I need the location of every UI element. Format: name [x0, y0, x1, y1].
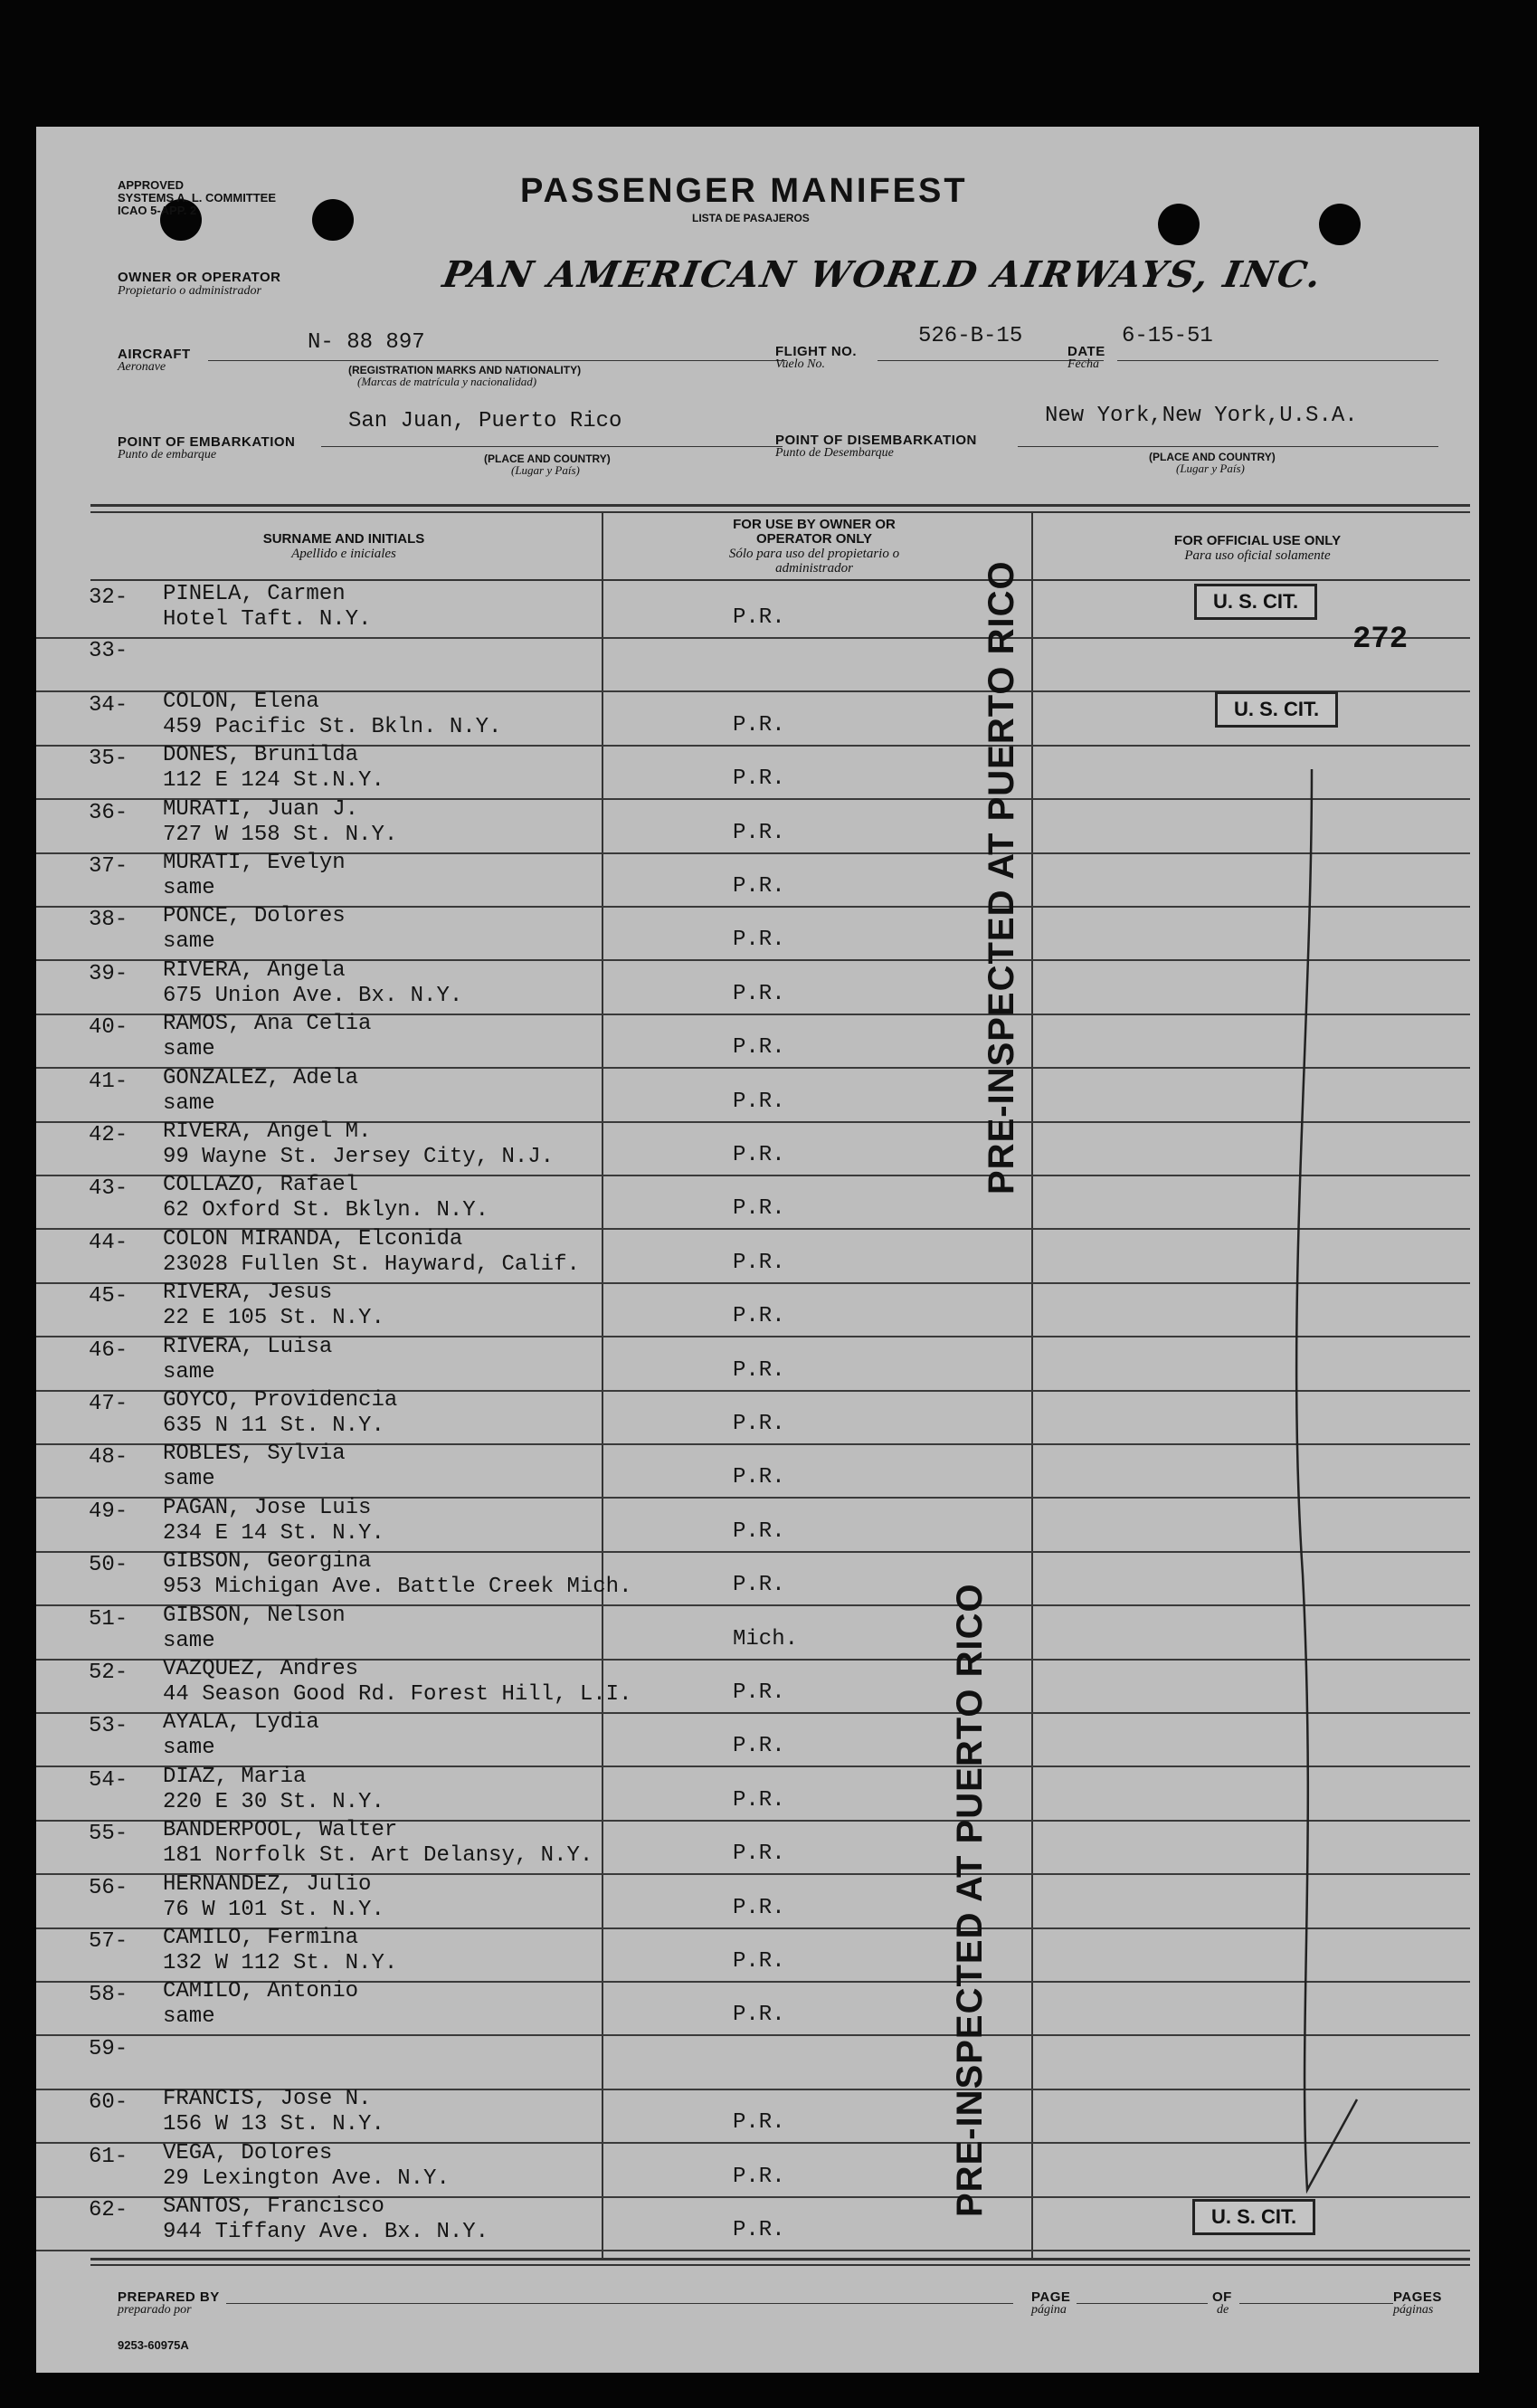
page-label-es: página — [1031, 2303, 1067, 2317]
passenger-address: same — [163, 1736, 215, 1761]
passenger-owner-mark: P.R. — [733, 2110, 785, 2136]
pages-label-es: páginas — [1393, 2303, 1434, 2317]
passenger-number: 35- — [89, 747, 128, 772]
passenger-owner-mark: P.R. — [733, 605, 785, 630]
embark-value: San Juan, Puerto Rico — [348, 409, 622, 433]
passenger-owner-mark: P.R. — [733, 1196, 785, 1222]
passenger-address: 29 Lexington Ave. N.Y. — [163, 2165, 450, 2191]
passenger-name: COLON MIRANDA, Elconida — [163, 1226, 463, 1252]
passenger-address: same — [163, 2004, 215, 2030]
preinspected-stamp: PRE-INSPECTED AT PUERTO RICO — [982, 560, 1021, 1194]
column-header-owner-use: FOR USE BY OWNER OR OPERATOR ONLY Sólo para uso del propietario o administrador — [728, 517, 900, 576]
passenger-owner-mark: P.R. — [733, 1089, 785, 1114]
passenger-address: 635 N 11 St. N.Y. — [163, 1413, 384, 1438]
passenger-owner-mark: P.R. — [733, 2218, 785, 2242]
passenger-address: 220 E 30 St. N.Y. — [163, 1789, 384, 1814]
passenger-address: 156 W 13 St. N.Y. — [163, 2112, 384, 2137]
of-label: OF — [1212, 2289, 1232, 2305]
passenger-number: 42- — [89, 1123, 128, 1147]
passenger-owner-mark: P.R. — [733, 820, 785, 845]
uscit-stamp: U. S. CIT. — [1194, 584, 1317, 620]
passenger-address: 675 Union Ave. Bx. N.Y. — [163, 983, 463, 1008]
passenger-number: 39- — [89, 961, 128, 986]
passenger-number: 51- — [89, 1606, 128, 1632]
registration-caption-es: (Marcas de matrícula y nacionalidad) — [357, 375, 537, 388]
passenger-owner-mark: P.R. — [733, 1787, 785, 1813]
passenger-number: 46- — [89, 1337, 128, 1363]
passenger-owner-mark: P.R. — [733, 981, 785, 1006]
passenger-owner-mark: P.R. — [733, 1842, 785, 1867]
passenger-address: same — [163, 1037, 215, 1062]
passenger-owner-mark: P.R. — [733, 928, 785, 953]
passenger-number: 45- — [89, 1284, 128, 1309]
passenger-name: GONZALEZ, Adela — [163, 1065, 359, 1090]
passenger-name: MURATI, Evelyn — [163, 851, 346, 875]
passenger-number: 36- — [89, 800, 128, 825]
passenger-name: COLON, Elena — [163, 689, 319, 714]
passenger-owner-mark: P.R. — [733, 874, 785, 899]
embark-label: POINT OF EMBARKATION — [118, 434, 296, 450]
passenger-owner-mark: P.R. — [733, 1518, 785, 1544]
passenger-number: 48- — [89, 1445, 128, 1470]
punch-hole — [1319, 204, 1361, 245]
prepared-label: PREPARED BY — [118, 2289, 220, 2305]
passenger-number: 34- — [89, 692, 128, 718]
passenger-name: FRANCIS, Jose N. — [163, 2087, 372, 2112]
passenger-number: 41- — [89, 1069, 128, 1094]
passenger-number: 33- — [89, 639, 128, 664]
disembark-place-caption: (PLACE AND COUNTRY) — [1149, 451, 1276, 463]
aircraft-label: AIRCRAFT — [118, 347, 191, 362]
passenger-address: 181 Norfolk St. Art Delansy, N.Y. — [163, 1843, 593, 1869]
registration-caption: (REGISTRATION MARKS AND NATIONALITY) — [348, 364, 582, 376]
passenger-name: PONCE, Dolores — [163, 904, 346, 929]
passenger-name: MURATI, Juan J. — [163, 796, 359, 822]
passenger-number: 47- — [89, 1392, 128, 1416]
passenger-owner-mark: Mich. — [733, 1626, 799, 1651]
passenger-owner-mark: P.R. — [733, 1250, 785, 1275]
passenger-name: RIVERA, Luisa — [163, 1334, 333, 1359]
passenger-name: ROBLES, Sylvia — [163, 1442, 346, 1467]
passenger-name: PINELA, Carmen — [163, 582, 346, 606]
owner-label: OWNER OR OPERATOR — [118, 270, 281, 285]
aircraft-label-es: Aeronave — [118, 360, 166, 374]
embark-place-caption: (PLACE AND COUNTRY) — [484, 452, 611, 465]
passenger-number: 60- — [89, 2090, 128, 2116]
date-value: 6-15-51 — [1122, 324, 1213, 348]
passenger-name: DONES, Brunilda — [163, 743, 359, 768]
passenger-number: 37- — [89, 854, 128, 879]
embark-place-caption-es: (Lugar y País) — [511, 463, 580, 477]
passenger-number: 44- — [89, 1230, 128, 1255]
passenger-number: 58- — [89, 1983, 128, 2008]
passenger-number: 40- — [89, 1015, 128, 1041]
passenger-address: 23028 Fullen St. Hayward, Calif. — [163, 1252, 580, 1277]
passenger-number: 61- — [89, 2144, 128, 2169]
passenger-row — [36, 637, 1470, 692]
passenger-name: SANTOS, Francisco — [163, 2194, 384, 2219]
form-number: 9253-60975A — [118, 2338, 189, 2352]
handwritten-bracket-line — [1239, 760, 1420, 2208]
passenger-address: same — [163, 929, 215, 955]
passenger-owner-mark: P.R. — [733, 1949, 785, 1974]
passenger-number: 38- — [89, 908, 128, 933]
passenger-owner-mark: P.R. — [733, 1035, 785, 1061]
passenger-name: PAGAN, Jose Luis — [163, 1495, 372, 1520]
uscit-stamp: U. S. CIT. — [1192, 2199, 1315, 2235]
passenger-name: HERNANDEZ, Julio — [163, 1871, 372, 1897]
passenger-address: same — [163, 876, 215, 900]
preinspected-stamp: PRE-INSPECTED AT PUERTO RICO — [950, 1583, 990, 2217]
passenger-address: 44 Season Good Rd. Forest Hill, L.I. — [163, 1682, 632, 1707]
passenger-address: same — [163, 1467, 215, 1492]
passenger-address: Hotel Taft. N.Y. — [163, 607, 372, 632]
passenger-name: RAMOS, Ana Celia — [163, 1012, 372, 1037]
passenger-owner-mark: P.R. — [733, 1412, 785, 1436]
passenger-number: 57- — [89, 1929, 128, 1954]
punch-hole — [312, 199, 354, 241]
disembark-place-caption-es: (Lugar y País) — [1176, 462, 1245, 475]
disembark-label-es: Punto de Desembarque — [775, 446, 894, 460]
passenger-name: VEGA, Dolores — [163, 2140, 333, 2165]
passenger-name: RIVERA, Angel M. — [163, 1119, 372, 1144]
passenger-address: 22 E 105 St. N.Y. — [163, 1306, 384, 1331]
passenger-name: CAMILO, Antonio — [163, 1979, 359, 2004]
passenger-number: 50- — [89, 1553, 128, 1578]
passenger-address: 62 Oxford St. Bklyn. N.Y. — [163, 1198, 489, 1223]
punch-hole — [1158, 204, 1200, 245]
passenger-address: 459 Pacific St. Bkln. N.Y. — [163, 714, 502, 739]
passenger-address: 112 E 124 St.N.Y. — [163, 768, 384, 794]
passenger-address: 234 E 14 St. N.Y. — [163, 1520, 384, 1546]
passenger-number: 53- — [89, 1714, 128, 1739]
passenger-number: 59- — [89, 2036, 128, 2061]
passenger-name: DIAZ, Maria — [163, 1764, 307, 1789]
passenger-number: 56- — [89, 1875, 128, 1900]
page-label: PAGE — [1031, 2289, 1071, 2305]
passenger-address: 99 Wayne St. Jersey City, N.J. — [163, 1145, 555, 1169]
passenger-address: same — [163, 1090, 215, 1116]
passenger-number: 52- — [89, 1661, 128, 1685]
passenger-number: 43- — [89, 1176, 128, 1202]
page-count-stamp: 272 — [1352, 623, 1409, 657]
passenger-name: AYALA, Lydia — [163, 1710, 319, 1736]
passenger-name: GIBSON, Georgina — [163, 1549, 372, 1575]
passenger-name: CAMILO, Fermina — [163, 1926, 359, 1950]
passenger-number: 55- — [89, 1822, 128, 1847]
passenger-name: COLLAZO, Rafael — [163, 1173, 359, 1198]
passenger-name: RIVERA, Jesus — [163, 1280, 333, 1306]
disembark-label: POINT OF DISEMBARKATION — [775, 433, 977, 448]
page-title: PASSENGER MANIFEST — [520, 172, 968, 210]
passenger-owner-mark: P.R. — [733, 1680, 785, 1705]
passenger-address: 944 Tiffany Ave. Bx. N.Y. — [163, 2220, 489, 2244]
passenger-name: RIVERA, Angela — [163, 957, 346, 983]
passenger-address: 953 Michigan Ave. Battle Creek Mich. — [163, 1575, 632, 1600]
column-header-official: FOR OFFICIAL USE ONLY Para uso oficial solamente — [1173, 533, 1342, 563]
airline-name: PAN AMERICAN WORLD AIRWAYS, INC. — [439, 253, 1326, 296]
passenger-owner-mark: P.R. — [733, 766, 785, 792]
passenger-owner-mark: P.R. — [733, 712, 785, 738]
passenger-address: 76 W 101 St. N.Y. — [163, 1897, 384, 1922]
passenger-name: BANDERPOOL, Walter — [163, 1818, 398, 1843]
flight-label: FLIGHT NO. — [775, 344, 857, 359]
passenger-number: 62- — [89, 2198, 128, 2222]
passenger-owner-mark: P.R. — [733, 1304, 785, 1329]
passenger-owner-mark: P.R. — [733, 1734, 785, 1759]
passenger-number: 54- — [89, 1767, 128, 1793]
date-label: DATE — [1067, 344, 1105, 359]
passenger-owner-mark: P.R. — [733, 1143, 785, 1167]
date-label-es: Fecha — [1067, 357, 1099, 371]
passenger-owner-mark: P.R. — [733, 1357, 785, 1383]
of-label-es: de — [1217, 2303, 1229, 2317]
passenger-name: VAZQUEZ, Andres — [163, 1657, 359, 1681]
passenger-name: GIBSON, Nelson — [163, 1603, 346, 1628]
passenger-owner-mark: P.R. — [733, 1895, 785, 1920]
column-header-surname: SURNAME AND INITIALS Apellido e iniciales — [262, 531, 425, 561]
uscit-stamp: U. S. CIT. — [1215, 691, 1338, 728]
passenger-owner-mark: P.R. — [733, 1465, 785, 1490]
page-title-es: LISTA DE PASAJEROS — [692, 212, 810, 224]
passenger-number: 49- — [89, 1499, 128, 1524]
passenger-address: 132 W 112 St. N.Y. — [163, 1951, 398, 1975]
manifest-sheet — [36, 127, 1479, 2373]
owner-label-es: Propietario o administrador — [118, 284, 261, 298]
pages-label: PAGES — [1393, 2289, 1442, 2305]
passenger-owner-mark: P.R. — [733, 1573, 785, 1598]
aircraft-value: N- 88 897 — [308, 330, 425, 355]
passenger-owner-mark: P.R. — [733, 2003, 785, 2028]
approved-block: APPROVED SYSTEMS A. L. COMMITTEE ICAO 5-APP. 2 — [118, 178, 277, 217]
disembark-value: New York,New York,U.S.A. — [1045, 404, 1358, 428]
flight-value: 526-B-15 — [918, 324, 1023, 348]
passenger-address: same — [163, 1628, 215, 1653]
passenger-address: same — [163, 1359, 215, 1385]
flight-label-es: Vuelo No. — [775, 357, 825, 371]
passenger-name: GOYCO, Providencia — [163, 1388, 398, 1413]
passenger-owner-mark: P.R. — [733, 2164, 785, 2189]
embark-label-es: Punto de embarque — [118, 448, 217, 462]
passenger-number: 32- — [89, 585, 128, 610]
passenger-address: 727 W 158 St. N.Y. — [163, 822, 398, 847]
prepared-label-es: preparado por — [118, 2303, 192, 2317]
